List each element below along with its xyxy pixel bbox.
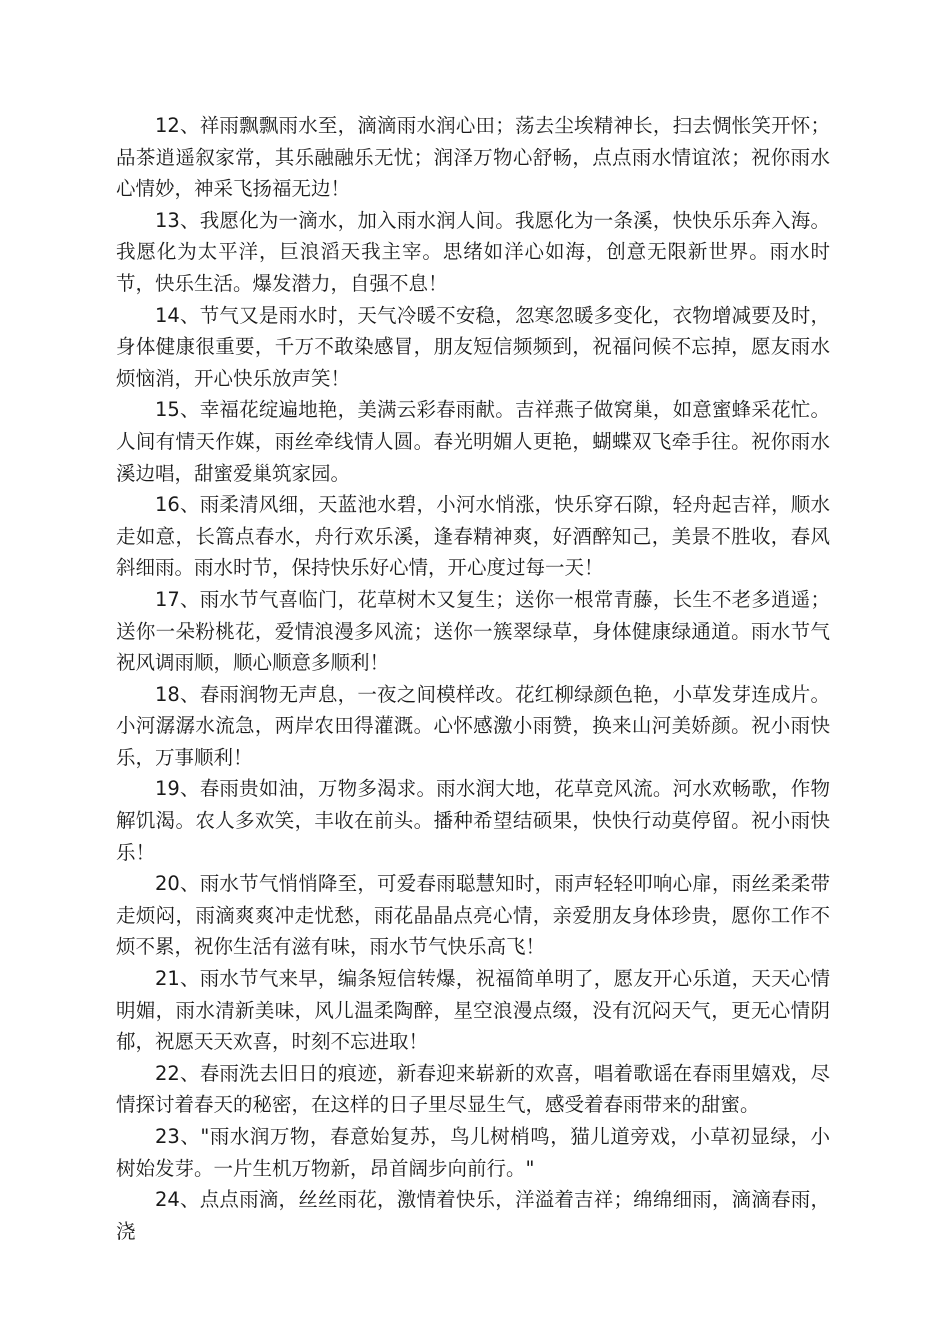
paragraph-22: 22、春雨洗去旧日的痕迹，新春迎来崭新的欢喜，唱着歌谣在春雨里嬉戏，尽情探讨着春天的秘密，在这样的日子里尽显生气，感受着春雨带来的甜蜜。 xyxy=(116,1061,830,1117)
paragraph-19: 19、春雨贵如油，万物多渴求。雨水润大地，花草竞风流。河水欢畅歌，作物解饥渴。农人多欢笑，丰收在前头。播种希望结硕果，快快行动莫停留。祝小雨快乐！ xyxy=(116,777,830,864)
paragraph-20: 20、雨水节气悄悄降至，可爱春雨聪慧知时，雨声轻轻叩响心扉，雨丝柔柔带走烦闷，雨滴爽爽冲走忧愁，雨花晶晶点亮心情，亲爱朋友身体珍贵，愿你工作不烦不累，祝你生活有滋有味，雨水节气快乐高飞！ xyxy=(116,872,830,959)
paragraph-24: 24、点点雨滴，丝丝雨花，激情着快乐，洋溢着吉祥；绵绵细雨，滴滴春雨，浇 xyxy=(116,1188,830,1243)
paragraph-13: 13、我愿化为一滴水，加入雨水润人间。我愿化为一条溪，快快乐乐奔入海。我愿化为太平洋，巨浪滔天我主宰。思绪如洋心如海，创意无限新世界。雨水时节，快乐生活。爆发潜力，自强不息！ xyxy=(116,208,830,295)
paragraph-16: 16、雨柔清风细，天蓝池水碧，小河水悄涨，快乐穿石隙，轻舟起吉祥，顺水走如意，长篙点春水，舟行欢乐溪，逢春精神爽，好酒醉知己，美景不胜收，春风斜细雨。雨水时节，保持快乐好心情，开心度过每一天！ xyxy=(116,493,830,580)
paragraph-14: 14、节气又是雨水时，天气冷暖不安稳，忽寒忽暖多变化，衣物增减要及时，身体健康很重要，千万不敢染感冒，朋友短信频频到，祝福问候不忘掉，愿友雨水烦恼消，开心快乐放声笑！ xyxy=(116,303,830,390)
paragraph-15: 15、幸福花绽遍地艳，美满云彩春雨献。吉祥燕子做窝巢，如意蜜蜂采花忙。人间有情天作媒，雨丝牵线情人圆。春光明媚人更艳，蝴蝶双飞牵手往。祝你雨水溪边唱，甜蜜爱巢筑家园。 xyxy=(116,398,830,485)
paragraph-21: 21、雨水节气来早，编条短信转爆，祝福简单明了，愿友开心乐道，天天心情明媚，雨水清新美味，风儿温柔陶醉，星空浪漫点缀，没有沉闷天气，更无心情阴郁，祝愿天天欢喜，时刻不忘进取！ xyxy=(116,967,830,1054)
paragraph-18: 18、春雨润物无声息，一夜之间模样改。花红柳绿颜色艳，小草发芽连成片。小河潺潺水流急，两岸农田得灌溉。心怀感激小雨赞，换来山河美娇颜。祝小雨快乐，万事顺利！ xyxy=(116,682,830,769)
paragraph-12: 12、祥雨飘飘雨水至，滴滴雨水润心田；荡去尘埃精神长，扫去惆怅笑开怀；品茶逍遥叙家常，其乐融融乐无忧；润泽万物心舒畅，点点雨水情谊浓；祝你雨水心情妙，神采飞扬福无边！ xyxy=(116,114,830,201)
paragraph-23: 23、"雨水润万物，春意始复苏，鸟儿树梢鸣，猫儿道旁戏，小草初显绿，小树始发芽。一片生机万物新，昂首阔步向前行。" xyxy=(116,1125,830,1180)
paragraph-17: 17、雨水节气喜临门，花草树木又复生；送你一根常青藤，长生不老多逍遥；送你一朵粉桃花，爱情浪漫多风流；送你一簇翠绿草，身体健康绿通道。雨水节气祝风调雨顺，顺心顺意多顺利！ xyxy=(116,587,830,675)
document-body xyxy=(116,110,830,1247)
